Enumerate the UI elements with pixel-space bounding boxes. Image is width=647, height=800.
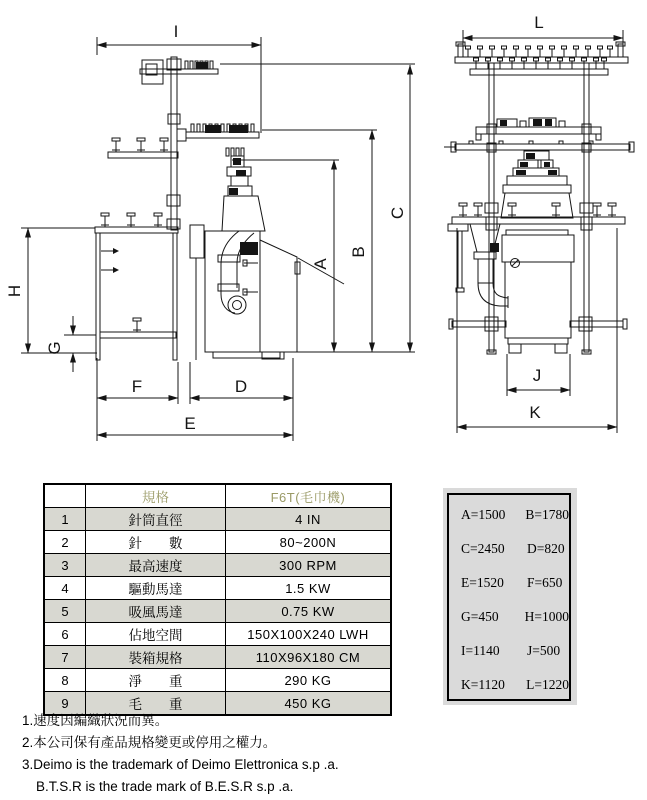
dim-value: L=1220 bbox=[526, 677, 569, 692]
dim-label-b: B bbox=[349, 246, 368, 258]
dim-value: C=2450 bbox=[461, 541, 505, 556]
yarn-creel bbox=[455, 42, 628, 75]
dimension-pair-row bbox=[461, 532, 569, 566]
row-value: 4 IN bbox=[226, 508, 392, 531]
spec-table-header-row bbox=[44, 484, 391, 508]
row-label: 裝箱規格 bbox=[86, 646, 226, 669]
machine-body-side bbox=[190, 148, 344, 360]
dimension-pair-row bbox=[461, 566, 569, 600]
dimension-pair-row bbox=[461, 668, 569, 702]
row-no: 2 bbox=[44, 531, 86, 554]
dim-label-e: E bbox=[184, 414, 196, 433]
dimension-values-box bbox=[443, 488, 577, 705]
header-model: F6T(毛巾機) bbox=[226, 484, 392, 508]
row-value: 1.5 KW bbox=[226, 577, 392, 600]
row-label: 驅動馬達 bbox=[86, 577, 226, 600]
table-row bbox=[44, 531, 391, 554]
row-no: 9 bbox=[44, 692, 86, 716]
dim-value: B=1780 bbox=[525, 507, 569, 522]
dimension-pair-row bbox=[461, 634, 569, 668]
yarn-feeder-post bbox=[140, 57, 218, 230]
row-value: 80~200N bbox=[226, 531, 392, 554]
dim-value: H=1000 bbox=[524, 609, 569, 624]
footnote-line: B.T.S.R is the trade mark of B.E.S.R s.p .a. bbox=[36, 779, 294, 794]
dim-value: F=650 bbox=[527, 575, 563, 590]
row-no: 7 bbox=[44, 646, 86, 669]
dim-value: A=1500 bbox=[461, 507, 506, 522]
dim-label-g: G bbox=[45, 341, 64, 355]
spec-table bbox=[43, 483, 392, 716]
footnote-line: 1.速度因編織狀況而異。 bbox=[22, 713, 169, 728]
dimension-lines-side bbox=[21, 37, 415, 441]
table-row bbox=[44, 623, 391, 646]
row-no: 8 bbox=[44, 669, 86, 692]
dimension-values-inner bbox=[447, 493, 571, 701]
table-row bbox=[44, 669, 391, 692]
dim-label-a: A bbox=[311, 258, 330, 270]
dim-value: I=1140 bbox=[461, 643, 500, 658]
dim-label-c: C bbox=[388, 206, 407, 220]
creel-frame bbox=[95, 213, 178, 360]
support-posts bbox=[485, 63, 593, 354]
dim-label-d: D bbox=[234, 377, 248, 396]
row-value: 290 KG bbox=[226, 669, 392, 692]
row-no: 1 bbox=[44, 508, 86, 531]
row-no: 5 bbox=[44, 600, 86, 623]
dimension-pair-row bbox=[461, 498, 569, 532]
table-row bbox=[44, 554, 391, 577]
row-label: 佔地空間 bbox=[86, 623, 226, 646]
dim-value: G=450 bbox=[461, 609, 499, 624]
table-row bbox=[44, 646, 391, 669]
row-no: 4 bbox=[44, 577, 86, 600]
row-label: 針 數 bbox=[86, 531, 226, 554]
dim-label-l: L bbox=[534, 13, 544, 32]
dim-value: K=1120 bbox=[461, 677, 505, 692]
row-value: 0.75 KW bbox=[226, 600, 392, 623]
dim-label-i: I bbox=[173, 22, 179, 41]
row-value: 110X96X180 CM bbox=[226, 646, 392, 669]
dim-value: J=500 bbox=[527, 643, 561, 658]
dim-value: E=1520 bbox=[461, 575, 504, 590]
dim-value: D=820 bbox=[527, 541, 565, 556]
row-label: 最高速度 bbox=[86, 554, 226, 577]
header-spec: 規格 bbox=[86, 484, 226, 508]
row-label: 針筒直徑 bbox=[86, 508, 226, 531]
row-label: 淨 重 bbox=[86, 669, 226, 692]
dim-label-j: J bbox=[532, 366, 542, 385]
side-view-drawing bbox=[5, 22, 415, 441]
dim-label-f: F bbox=[131, 377, 143, 396]
row-no: 6 bbox=[44, 623, 86, 646]
ring-table bbox=[448, 203, 625, 292]
footnotes bbox=[22, 710, 339, 798]
dim-label-k: K bbox=[529, 403, 541, 422]
row-no: 3 bbox=[44, 554, 86, 577]
row-value: 150X100X240 LWH bbox=[226, 623, 392, 646]
dim-label-h: H bbox=[5, 284, 24, 298]
row-value: 300 RPM bbox=[226, 554, 392, 577]
footnote-line: 3.Deimo is the trademark of Deimo Elettronica s.p .a. bbox=[22, 757, 339, 772]
dimension-pair-row bbox=[461, 600, 569, 634]
row-value: 450 KG bbox=[226, 692, 392, 716]
header-no bbox=[44, 484, 86, 508]
footnote-line: 2.本公司保有產品規格變更或停用之權力。 bbox=[22, 735, 277, 750]
table-row bbox=[44, 508, 391, 531]
row-label: 吸風馬達 bbox=[86, 600, 226, 623]
row-label: 毛 重 bbox=[86, 692, 226, 716]
table-row bbox=[44, 600, 391, 623]
table-row bbox=[44, 577, 391, 600]
front-view-drawing bbox=[444, 13, 634, 433]
control-platform bbox=[444, 118, 634, 152]
